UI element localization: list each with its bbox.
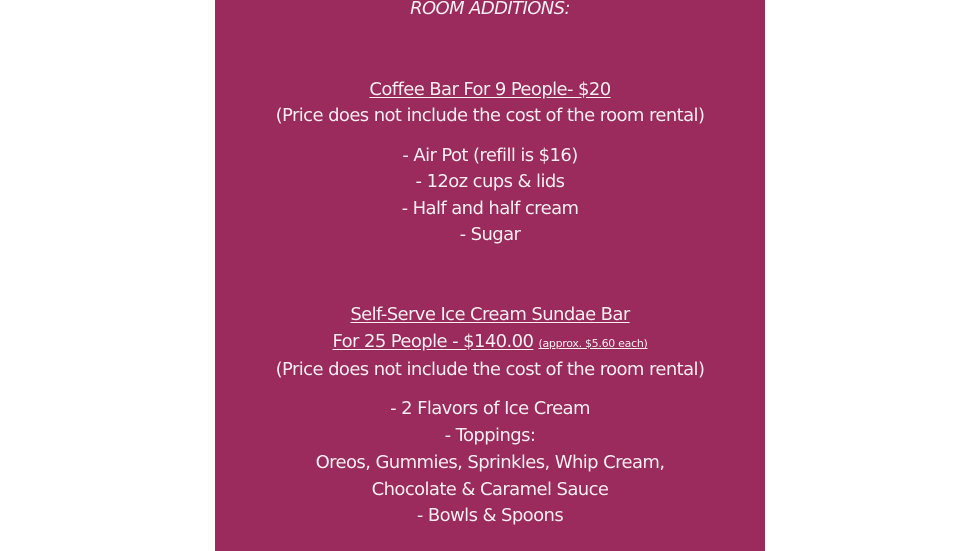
coffee-bar-item: - Sugar — [459, 224, 521, 245]
ice-cream-bar-price-note: (Price does not include the cost of the room rental) — [275, 359, 705, 380]
ice-cream-bar-title: Self-Serve Ice Cream Sundae Bar — [350, 304, 630, 325]
ice-cream-bar-item: - Bowls & Spoons — [416, 505, 564, 526]
ice-cream-bar-item: - Toppings: — [444, 425, 536, 446]
ice-cream-bar-price: For 25 People - $140.00 — [332, 331, 534, 352]
coffee-bar-item: - Half and half cream — [401, 198, 579, 219]
coffee-bar-price-note: (Price does not include the cost of the room rental) — [275, 105, 705, 126]
menu-panel — [215, 0, 765, 551]
coffee-bar-title: Coffee Bar For 9 People- $20 — [369, 79, 611, 100]
ice-cream-bar-toppings-list: Oreos, Gummies, Sprinkles, Whip Cream, Chocolate & Caramel Sauce — [315, 452, 665, 500]
ice-cream-bar-price-line — [215, 331, 765, 355]
ice-cream-bar-price-each: (approx. $5.60 each) — [538, 337, 648, 350]
coffee-bar-item: - 12oz cups & lids — [415, 171, 565, 192]
room-additions-heading: ROOM ADDITIONS: — [410, 0, 570, 19]
coffee-bar-item: - Air Pot (refill is $16) — [402, 145, 578, 166]
ice-cream-bar-item: - 2 Flavors of Ice Cream — [390, 398, 590, 419]
